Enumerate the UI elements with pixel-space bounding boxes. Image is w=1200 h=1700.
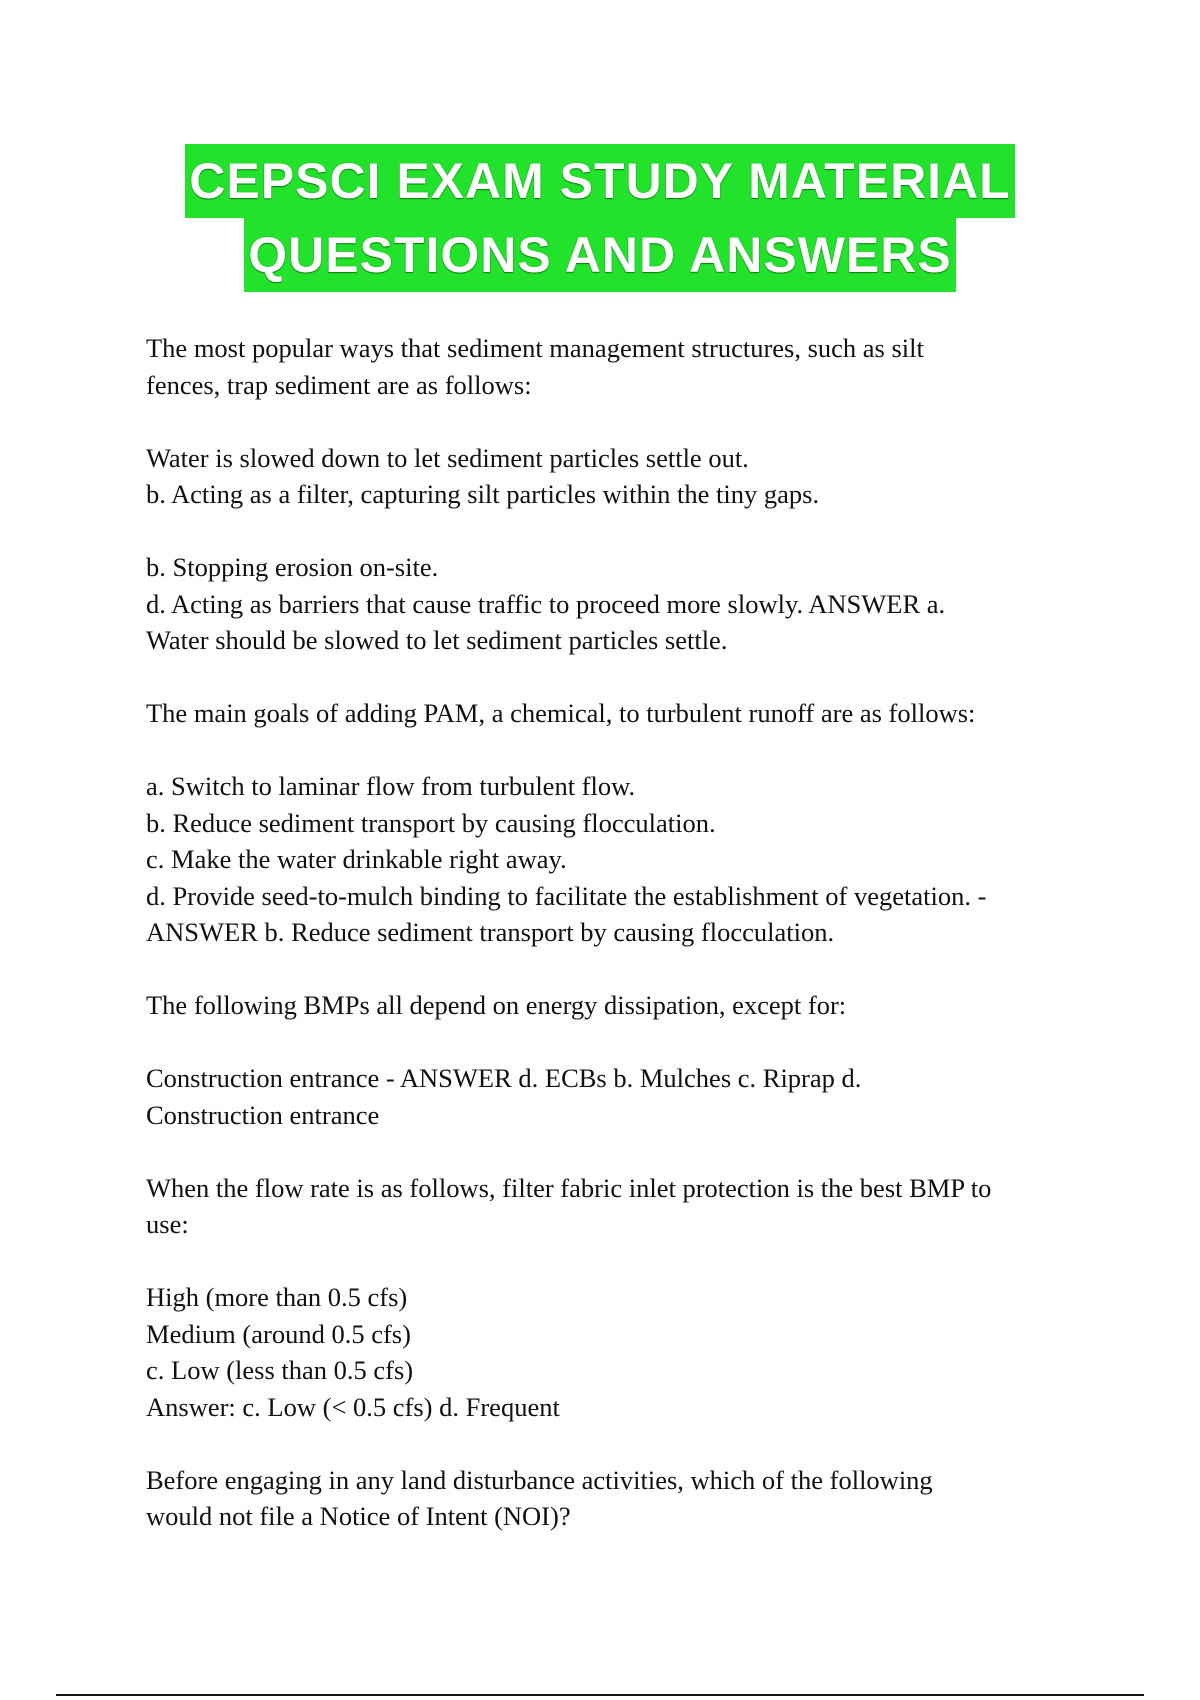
paragraph-6 (146, 987, 1066, 1024)
paragraph-7 (146, 1060, 1066, 1133)
text-line: When the flow rate is as follows, filter fabric inlet protection is the best BMP to (146, 1172, 992, 1203)
text-line: Before engaging in any land disturbance activities, which of the following (146, 1464, 933, 1495)
text-line: fences, trap sediment are as follows: (146, 369, 532, 400)
text-line: ANSWER b. Reduce sediment transport by causing flocculation. (146, 917, 835, 947)
text-line: Answer: c. Low (< 0.5 cfs) d. Frequent (146, 1391, 560, 1422)
text-line: would not file a Notice of Intent (NOI)? (146, 1501, 571, 1531)
title-line-2: QUESTIONS AND ANSWERS (244, 218, 955, 292)
paragraph-4 (146, 695, 1066, 732)
text-line: The most popular ways that sediment management structures, such as silt (146, 333, 924, 363)
text-line: The following BMPs all depend on energy dissipation, except for: (146, 990, 847, 1020)
text-line: c. Low (less than 0.5 cfs) (146, 1355, 414, 1385)
paragraph-1 (146, 330, 1066, 403)
text-line: High (more than 0.5 cfs) (146, 1282, 408, 1312)
text-line: Medium (around 0.5 cfs) (146, 1318, 411, 1349)
title-line-1: CEPSCI EXAM STUDY MATERIAL (185, 144, 1014, 218)
text-line: c. Make the water drinkable right away. (146, 844, 567, 874)
paragraph-10 (146, 1462, 1066, 1535)
text-line: Construction entrance - ANSWER d. ECBs b. Mulches c. Riprap d. (146, 1063, 862, 1093)
paragraph-5 (146, 768, 1066, 951)
text-line: d. Acting as barriers that cause traffic to proceed more slowly. ANSWER a. (146, 588, 946, 619)
text-line: Water should be slowed to let sediment particles settle. (146, 625, 728, 655)
document-title (0, 144, 1200, 292)
text-line: a. Switch to laminar flow from turbulent flow. (146, 771, 636, 801)
paragraph-8 (146, 1170, 1066, 1243)
text-line: The main goals of adding PAM, a chemical, to turbulent runoff are as follows: (146, 698, 976, 728)
text-line: Construction entrance (146, 1099, 380, 1130)
paragraph-2 (146, 440, 1066, 513)
document-body (146, 330, 1066, 1571)
text-line: use: (146, 1209, 189, 1239)
text-line: Water is slowed down to let sediment particles settle out. (146, 442, 749, 473)
text-line: d. Provide seed-to-mulch binding to facilitate the establishment of vegetation. - (146, 880, 987, 911)
bottom-rule (56, 1694, 1144, 1696)
text-line: b. Acting as a filter, capturing silt particles within the tiny gaps. (146, 479, 820, 509)
paragraph-9 (146, 1279, 1066, 1425)
text-line: b. Stopping erosion on-site. (146, 552, 439, 582)
text-line: b. Reduce sediment transport by causing flocculation. (146, 807, 716, 838)
paragraph-3 (146, 549, 1066, 659)
